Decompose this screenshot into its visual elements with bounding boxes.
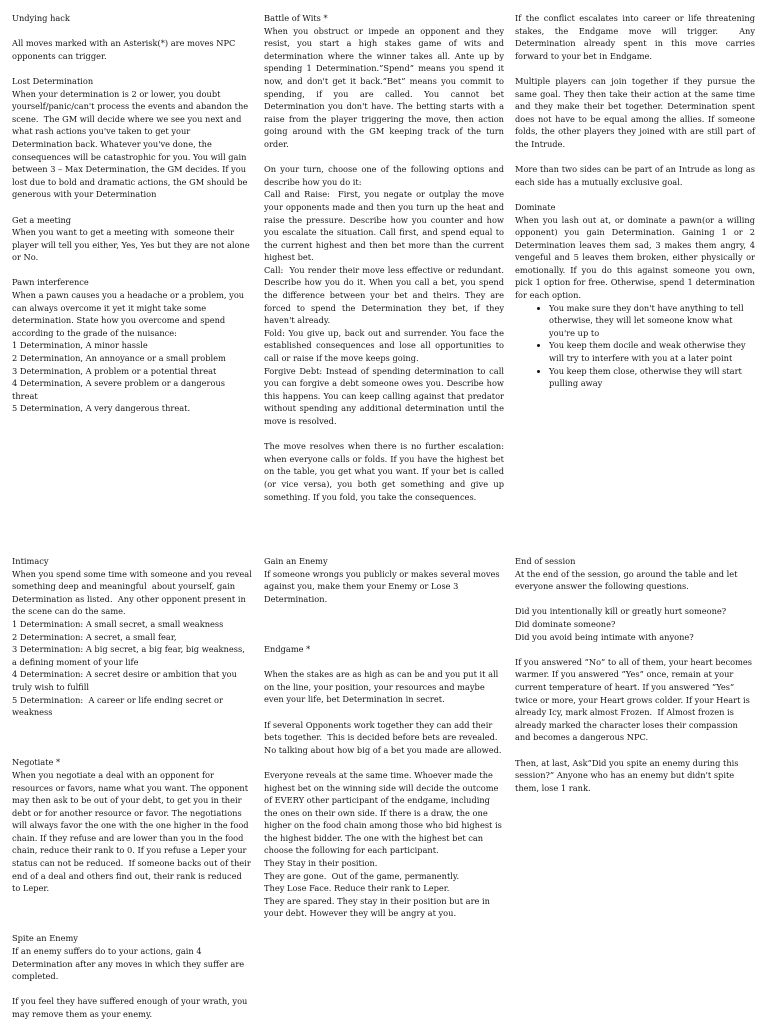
end-of-session-section bbox=[515, 555, 755, 593]
gain-enemy-section bbox=[264, 555, 504, 605]
spite-question-text: Then, at last, Ask”Did you spite an enemy during this session?” Anyone who has an enemy but didn't spite them, lose 1 rank. bbox=[515, 757, 742, 793]
endgame-heading: Endgame * bbox=[264, 643, 311, 654]
intimacy-item: 1 Determination: A small secret, a small weakness bbox=[12, 618, 224, 629]
spite-enemy-heading: Spite an Enemy bbox=[12, 933, 78, 944]
pawn-interference-body: When a pawn causes you a headache or a problem, you can always overcome it yet it might take some determination. State how you overcome and spend according to the grade of the nuisance: bbox=[12, 290, 247, 338]
get-meeting-heading: Get a meeting bbox=[12, 214, 72, 225]
pawn-item: 4 Determination, A severe problem or a dangerous threat bbox=[12, 378, 228, 401]
dominate-body: When you lash out at, or dominate a pawn(or a willing opponent) you gain Determination. Gaining 1 or 2 Determination leaves them sad, 3 makes them angry, 4 vengeful and 5 leaves them broken, either physically or emotionally. If you do this against someone you own, pick 1 option for free. Otherwise, spend 1 determination for each option. bbox=[515, 214, 758, 301]
lost-determination-heading: Lost Determination bbox=[12, 75, 94, 86]
dominate-heading: Dominate bbox=[515, 201, 556, 212]
pawn-item: 3 Determination, A problem or a potential threat bbox=[12, 365, 217, 376]
intimacy-section bbox=[12, 555, 255, 719]
dominate-option: • You keep them docile and weak otherwise they will try to interfere with you at a later point bbox=[549, 339, 755, 364]
spite-enemy-removal: If you feel they have suffered enough of your wrath, you may remove them as your enemy. bbox=[12, 996, 250, 1019]
column-bottom-left bbox=[12, 555, 255, 1021]
endgame-option: They Lose Face. Reduce their rank to Leper. bbox=[264, 883, 450, 894]
spite-enemy-body: If an enemy suffers do to your actions, gain 4 Determination after any moves in which they suffer are completed. bbox=[12, 946, 247, 982]
spite-question-block bbox=[515, 757, 755, 795]
pawn-item: 5 Determination, A very dangerous threat. bbox=[12, 403, 191, 414]
endgame-p2-block bbox=[264, 719, 504, 757]
battle-of-wits-heading: Battle of Wits * bbox=[264, 13, 328, 23]
gain-enemy-body: If someone wrongs you publicly or makes several moves against you, make them your Enemy or Lose 3 Determination. bbox=[264, 568, 503, 604]
battle-options-intro: On your turn, choose one of the following options and describe how you do it: bbox=[264, 164, 507, 187]
battle-of-wits-body: When you obstruct or impede an opponent and they resist, you start a high stakes game of wits and determination where the winner takes all. Ante up by spending 1 Determination.”Spend” means you spend it now, and don't get it back.”Bet” means you commit to spending, if you are called. You cannot bet Determination you don't have. The betting starts with a raise from the player triggering the move, then action going around with the GM keeping track of the turn order. bbox=[264, 25, 507, 149]
endgame-text: Everyone reveals at the same time. Whoever made the highest bet on the winning side will decide the outcome of EVERY other participant of the endgame, including the ones on their own side. If there is a draw, the one higher on the food chain among those who bid highest is the highest bidder. The one with the highest bet can choose the following for each participant. bbox=[264, 769, 505, 856]
dominate-section bbox=[515, 201, 758, 390]
escalation-text: If the conflict escalates into career or life threatening stakes, the Endgame move will trigger. Any Determination already spent in this move carries forward to your bet in Endgame. bbox=[515, 13, 758, 61]
heart-temperature-text: If you answered ”No” to all of them, your heart becomes warmer. If you answered ”Yes” once, remain at your current temperature of heart. If you answered ”Yes” twice or more, your Heart grows colder. If your Heart is already Icy, mark almost Frozen. If Almost frozen is already marked the character loses their compassion and becomes a dangerous NPC. bbox=[515, 656, 755, 743]
intimacy-item: 5 Determination: A career or life ending secret or weakness bbox=[12, 694, 226, 718]
intro-block bbox=[12, 37, 252, 62]
intimacy-heading: Intimacy bbox=[12, 556, 49, 566]
pawn-interference-section bbox=[12, 276, 252, 415]
endgame-p1-block bbox=[264, 668, 504, 706]
lost-determination-body: When your determination is 2 or lower, you doubt yourself/panic/can't process the events and abandon the scene. The GM will decide where we see you next and what rash actions you've taken to get your Determination back. Whatever you've done, the consequences will be catastrophic for you. You will gain between 3 – Max Determination, the GM decides. If you lost due to bold and dramatic actions, the GM should be generous with your Determination bbox=[12, 88, 251, 200]
spacer bbox=[264, 618, 504, 643]
negotiate-body: When you negotiate a deal with an opponent for resources or favors, name what you want. The opponent may then ask to be out of your debt, to get you in their debt or for another resource or favor. The negotiations will always favor the one with the one higher in the food chain. If they refuse and are lower than you in the food chain, reduce their rank to 0. If you refuse a Leper your status can not be reduced. If someone backs out of their end of a deal and others find out, their rank is reduced to Leper. bbox=[12, 769, 254, 894]
intro-text: All moves marked with an Asterisk(*) are moves NPC opponents can trigger. bbox=[12, 38, 238, 61]
pawn-item: 1 Determination, A minor hassle bbox=[12, 340, 148, 351]
endgame-text: If several Opponents work together they can add their bets together. This is decided before bets are revealed. No talking about how big of a bet you made are allowed. bbox=[264, 719, 502, 755]
intimacy-item: 2 Determination: A secret, a small fear, bbox=[12, 631, 177, 642]
gain-enemy-heading: Gain an Enemy bbox=[264, 556, 328, 566]
session-question: Did you intentionally kill or greatly hurt someone? bbox=[515, 606, 727, 617]
session-question: Did you avoid being intimate with anyone? bbox=[515, 631, 694, 642]
endgame-option: They are gone. Out of the game, permanently. bbox=[264, 870, 460, 881]
get-meeting-section bbox=[12, 214, 252, 264]
session-questions bbox=[515, 605, 755, 643]
get-meeting-body: When you want to get a meeting with someone their player will tell you either, Yes, Yes but they are not alone or No. bbox=[12, 227, 253, 263]
option-forgive-debt: Forgive Debt: Instead of spending determination to call you can forgive a debt someone owes you. Describe how this happens. You can keep calling against that predator without spending any additional determination until the move is resolved. bbox=[264, 365, 507, 426]
negotiate-heading: Negotiate * bbox=[12, 757, 61, 768]
column-bottom-middle bbox=[264, 555, 504, 933]
dominate-option: • You keep them close, otherwise they will start pulling away bbox=[549, 365, 755, 390]
endgame-heading-block bbox=[264, 643, 504, 656]
option-call: Call: You render their move less effective or redundant. Describe how you do it. When you call a bet, you spend the difference between your bet and theirs. They are forced to spend the Determination they bet, if they haven't already. bbox=[264, 264, 507, 326]
spite-enemy-removal-block bbox=[12, 995, 252, 1020]
column-bottom-right bbox=[515, 555, 755, 807]
column-top-right bbox=[515, 12, 758, 402]
intimacy-item: 4 Determination: A secret desire or ambition that you truly wish to fulfill bbox=[12, 669, 240, 692]
column-top-left bbox=[12, 12, 252, 428]
spacer bbox=[12, 907, 252, 932]
battle-options-block bbox=[264, 163, 507, 427]
spite-enemy-section bbox=[12, 932, 252, 982]
pawn-interference-heading: Pawn interference bbox=[12, 277, 89, 288]
undying-hack-title bbox=[12, 12, 252, 25]
battle-resolution-text: The move resolves when there is no further escalation: when everyone calls or folds. If you have the highest bet on the table, you get what you want. If your bet is called (or vice versa), you both get something and give up something. If you fold, you take the consequences. bbox=[264, 441, 507, 502]
spacer bbox=[12, 731, 252, 756]
end-of-session-intro: At the end of the session, go around the table and let everyone answer the following questions. bbox=[515, 568, 741, 592]
end-of-session-heading: End of session bbox=[515, 556, 576, 566]
pawn-item: 2 Determination, An annoyance or a small problem bbox=[12, 353, 226, 364]
endgame-p3-block bbox=[264, 769, 504, 920]
battle-of-wits-section bbox=[264, 12, 507, 151]
endgame-option: They are spared. They stay in their position but are in your debt. However they will be angry at you. bbox=[264, 895, 493, 919]
option-call-and-raise: Call and Raise: First, you negate or outplay the move your opponents made and then you turn up the heat and raise the pressure. Describe how you counter and how you escalate the situation. Call first, and spend equal to the current highest and then bet more than the current highest bet. bbox=[264, 189, 507, 263]
allies-text: Multiple players can join together if they pursue the same goal. They then take their action at the same time and they make their bet together. Determination spent does not have to be equal among the allies. If someone folds, the other players they joined with are still part of the Intrude. bbox=[515, 75, 758, 149]
column-top-middle bbox=[264, 12, 507, 516]
negotiate-section bbox=[12, 756, 252, 895]
battle-resolution-block bbox=[264, 440, 507, 503]
document-title: Undying hack bbox=[12, 13, 70, 23]
intimacy-body: When you spend some time with someone and you reveal something deep and meaningful about yourself, gain Determination as listed. Any other opponent present in the scene can do the same. bbox=[12, 568, 255, 617]
dominate-option: • You make sure they don't have anything to tell otherwise, they will let someone know what you're up to bbox=[549, 302, 755, 340]
option-fold: Fold: You give up, back out and surrender. You face the established consequences and lose all opportunities to call or raise if the move keeps going. bbox=[264, 327, 507, 364]
allies-block bbox=[515, 75, 758, 151]
sides-text: More than two sides can be part of an Intrude as long as each side has a mutually exclusive goal. bbox=[515, 164, 758, 187]
intimacy-item: 3 Determination: A big secret, a big fear, big weakness, a defining moment of your life bbox=[12, 644, 248, 667]
escalation-block bbox=[515, 12, 758, 62]
endgame-text: When the stakes are as high as can be and you put it all on the line, your position, your resources and maybe even your life, bet Determination in secret. bbox=[264, 669, 501, 705]
lost-determination-section bbox=[12, 75, 252, 201]
dominate-options-list bbox=[515, 302, 755, 390]
sides-block bbox=[515, 163, 758, 188]
heart-temperature-block bbox=[515, 656, 755, 744]
endgame-option: They Stay in their position. bbox=[264, 858, 378, 869]
session-question: Did dominate someone? bbox=[515, 618, 616, 629]
